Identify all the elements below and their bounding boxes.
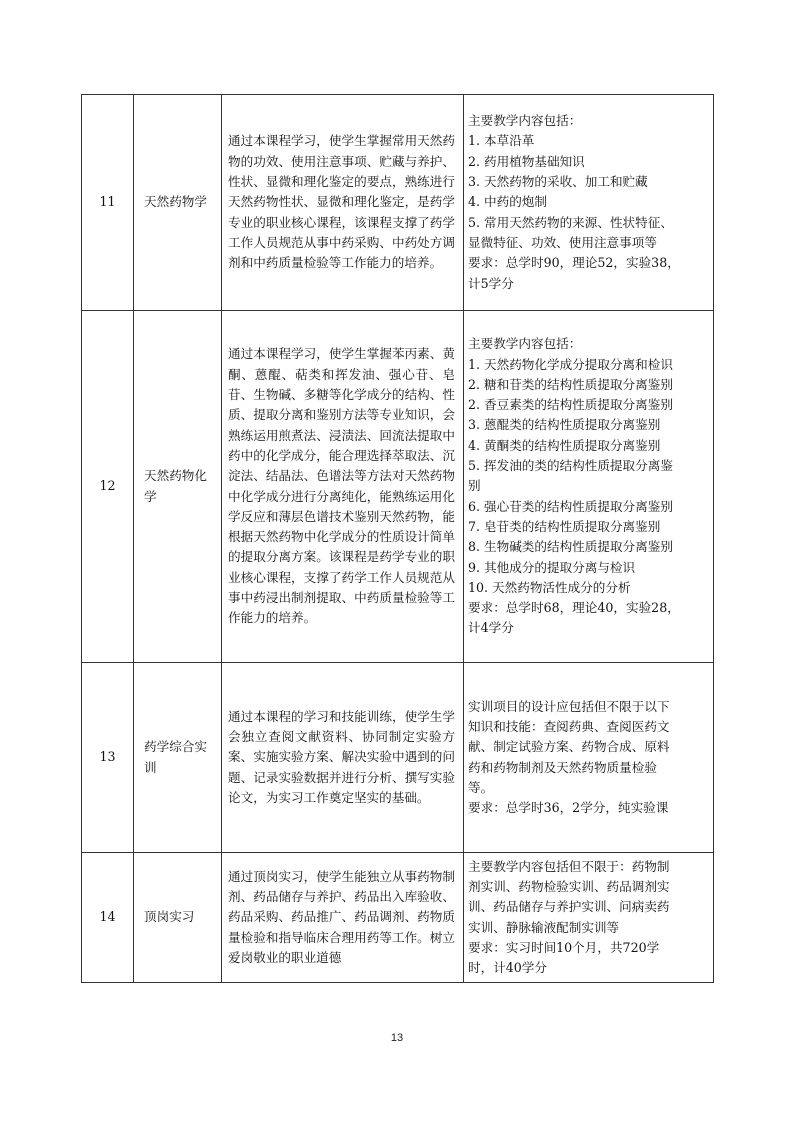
- content-line: 主要教学内容包括：: [468, 336, 582, 352]
- course-content: [464, 857, 713, 979]
- content-line: 实训、静脉输液配制实训等: [468, 919, 620, 935]
- content-line: 要求：总学时36，2学分，纯实验课: [468, 800, 669, 816]
- content-line: 1. 天然药物化学成分提取分离和检识: [468, 356, 673, 372]
- content-line: 实训项目的设计应包括但不限于以下: [468, 698, 670, 714]
- course-number: 13: [82, 663, 134, 853]
- content-line: 献、制定试验方案、药物合成、原料: [468, 739, 670, 755]
- content-line: 别: [468, 478, 481, 494]
- table-row: [82, 95, 714, 311]
- content-line: 3. 天然药物的采收、加工和贮藏: [468, 174, 648, 190]
- content-line: 主要教学内容包括但不限于：药物制: [468, 858, 670, 874]
- table-row: [82, 853, 714, 983]
- content-line: 训、药品储存与养护实训、问病卖药: [468, 899, 670, 915]
- course-table: [81, 94, 714, 983]
- content-line: 要求：总学时90，理论52，实验38，: [468, 255, 680, 271]
- content-line: 剂实训、药物检验实训、药品调剂实: [468, 878, 670, 894]
- content-line: 2. 药用植物基础知识: [468, 153, 585, 169]
- course-description: 通过顶岗实习，使学生能独立从事药物制剂、药品储存与养护、药品出入库验收、药品采购、药品推广、药品调剂、药物质量检验和指导临床合理用药等工作。树立爱岗敬业的职业道德: [228, 868, 455, 965]
- course-name: 药学综合实训: [134, 663, 222, 853]
- content-line: 2. 香豆素类的结构性质提取分离鉴别: [468, 397, 673, 413]
- course-content: [464, 697, 713, 819]
- course-number: 12: [82, 311, 134, 663]
- content-line: 计5学分: [468, 275, 514, 291]
- content-line: 时，计40学分: [468, 960, 547, 976]
- course-number: 14: [82, 853, 134, 983]
- content-line: 要求：总学时68，理论40，实验28，: [468, 600, 680, 616]
- content-line: 主要教学内容包括：: [468, 113, 582, 129]
- course-description: 通过本课程的学习和技能训练，使学生学会独立查阅文献资料、协同制定实验方案、实施实验方案、解决实验中遇到的问题、记录实验数据并进行分析、撰写实验论文，为实习工作奠定坚实的基础。: [228, 708, 455, 805]
- course-content: [464, 111, 713, 294]
- course-description: 通过本课程学习，使学生掌握苯丙素、黄酮、蒽醌、萜类和挥发油、强心苷、皂苷、生物碱、多糖等化学成分的结构、性质、提取分离和鉴别方法等专业知识，会熟练运用煎煮法、浸渍法、回流法提取中药中的化学成分，能合理选择萃取法、沉淀法、结晶法、色谱法等方法对天然药物中化学成分进行分离纯化，能熟练运用化学反应和薄层色谱技术鉴别天然药物，能根据天然药物中化学成分的性质设计简单的提取分离方案。该课程是药学专业的职业核心课程，支撑了药学工作人员规范从事中药浸出制剂提取、中药质量检验等工作能力的培养。: [228, 346, 455, 626]
- table-row: [82, 663, 714, 853]
- content-line: 1. 本草沿革: [468, 133, 535, 149]
- content-line: 10. 天然药物活性成分的分析: [468, 579, 631, 595]
- table-row: [82, 311, 714, 663]
- course-name: 天然药物学: [134, 95, 222, 311]
- course-name: 天然药物化学: [134, 311, 222, 663]
- content-line: 4. 中药的炮制: [468, 194, 547, 210]
- content-line: 7. 皂苷类的结构性质提取分离鉴别: [468, 518, 661, 534]
- content-line: 显微特征、功效、使用注意事项等: [468, 234, 657, 250]
- content-line: 2. 糖和苷类的结构性质提取分离鉴别: [468, 376, 673, 392]
- content-line: 5. 挥发油的类的结构性质提取分离鉴: [468, 458, 673, 474]
- content-line: 药和药物制剂及天然药物质量检验: [468, 759, 657, 775]
- content-line: 3. 蒽醌类的结构性质提取分离鉴别: [468, 417, 661, 433]
- course-name: 顶岗实习: [134, 853, 222, 983]
- content-line: 4. 黄酮类的结构性质提取分离鉴别: [468, 437, 661, 453]
- course-description: 通过本课程学习，使学生掌握常用天然药物的功效、使用注意事项、贮藏与养护、性状、显微和理化鉴定的要点，熟练进行天然药物性状、显微和理化鉴定，是药学专业的职业核心课程，该课程支撑了药学工作人员规范从事中药采购、中药处方调剂和中药质量检验等工作能力的培养。: [228, 133, 455, 271]
- content-line: 知识和技能：查阅药典、查阅医药文: [468, 718, 670, 734]
- page-number: 13: [390, 1032, 404, 1044]
- content-line: 8. 生物碱类的结构性质提取分离鉴别: [468, 539, 673, 555]
- content-line: 等。: [468, 779, 494, 795]
- content-line: 计4学分: [468, 620, 514, 636]
- content-line: 6. 强心苷类的结构性质提取分离鉴别: [468, 498, 673, 514]
- content-line: 要求：实习时间10个月，共720学: [468, 939, 660, 955]
- content-line: 5. 常用天然药物的来源、性状特征、: [468, 214, 673, 230]
- content-line: 9. 其他成分的提取分离与检识: [468, 559, 636, 575]
- course-number: 11: [82, 95, 134, 311]
- course-content: [464, 334, 713, 638]
